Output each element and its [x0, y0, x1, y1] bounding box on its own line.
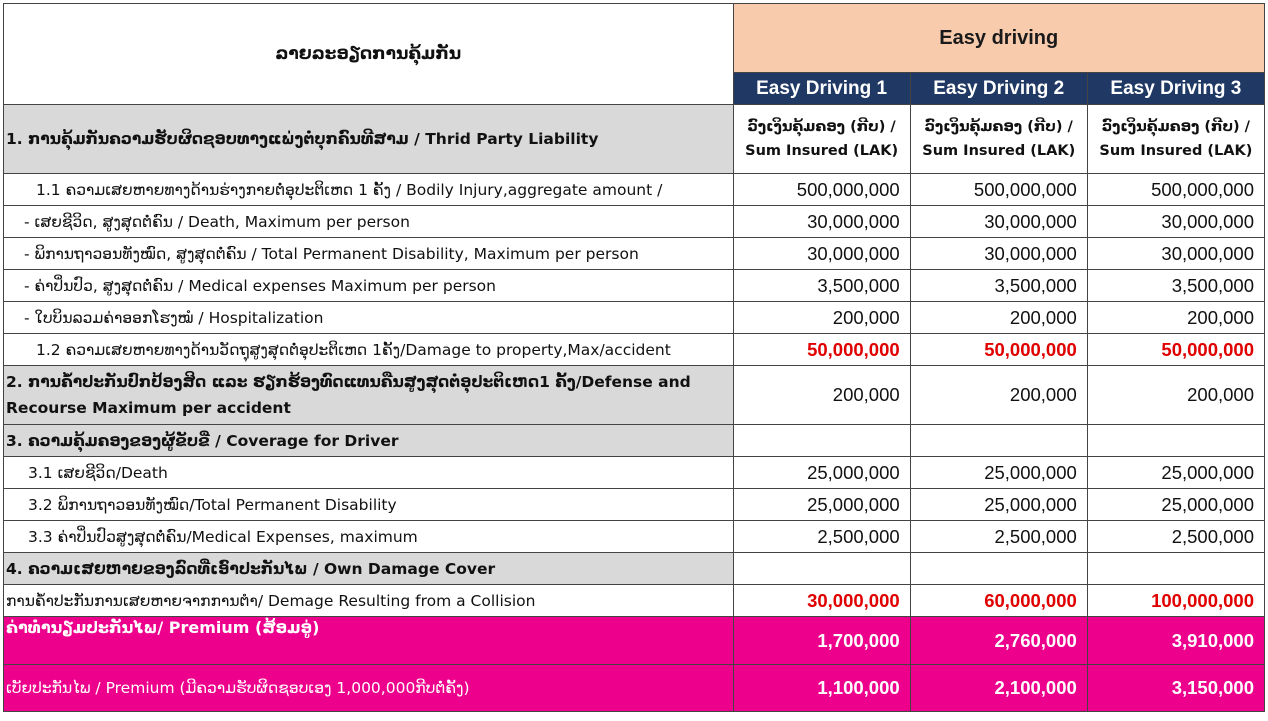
premium-plan-2: 2,100,000	[910, 665, 1087, 712]
premium-plan-3: 3,150,000	[1087, 665, 1264, 712]
row-label: - ຄ່າປິ່ນປົວ, ສູງສຸດຕໍ່ຄົນ / Medical expenses Maximum per person	[4, 270, 734, 302]
value-plan-1: 3,500,000	[733, 270, 910, 302]
sum-insured-label-2: ວົງເງິນຄຸ້ມຄອງ (ກີບ) / Sum Insured (LAK)	[910, 105, 1087, 174]
value-plan-1: 200,000	[733, 302, 910, 334]
sum-insured-label-3: ວົງເງິນຄຸ້ມຄອງ (ກີບ) / Sum Insured (LAK)	[1087, 105, 1264, 174]
row-label: 3.2 ພິການຖາວອນທັງໝົດ/Total Permanent Disability	[4, 489, 734, 521]
premium-row	[4, 617, 1265, 665]
section-2-title: 2. ການຄໍ້າປະກັນປົກປ້ອງສິດ ແລະ ຮຽກຮ້ອງທົດແທນຄືນສູງສຸດຕໍ່ອຸປະຕິເຫດ1 ຄັ້ງ/Defense and Recourse Maximum per accident	[4, 366, 734, 425]
row-label: ການຄໍ້າປະກັນການເສຍຫາຍຈາກການຕຳ/ Demage Resulting from a Collision	[4, 585, 734, 617]
premium-plan-1: 1,700,000	[733, 617, 910, 665]
value-plan-2: 200,000	[910, 366, 1087, 425]
row-label: 1.2 ຄວາມເສຍຫາຍທາງດ້ານວັດຖຸສູງສຸດຕໍ່ອຸປະຕິເຫດ 1ຄັ້ງ/Damage to property,Max/accident	[4, 334, 734, 366]
row-label: - ເສຍຊີວິດ, ສູງສຸດຕໍ່ຄົນ / Death, Maximum per person	[4, 206, 734, 238]
empty-cell	[1087, 553, 1264, 585]
table-row	[4, 238, 1265, 270]
value-plan-1: 2,500,000	[733, 521, 910, 553]
value-plan-3: 25,000,000	[1087, 457, 1264, 489]
coverage-table	[3, 3, 1265, 712]
value-plan-3: 50,000,000	[1087, 334, 1264, 366]
table-row	[4, 585, 1265, 617]
value-plan-2: 25,000,000	[910, 489, 1087, 521]
coverage-table-sheet	[3, 3, 1265, 716]
value-plan-1: 25,000,000	[733, 489, 910, 521]
table-row	[4, 302, 1265, 334]
table-row	[4, 489, 1265, 521]
plan-2-header: Easy Driving 2	[910, 73, 1087, 105]
value-plan-2: 30,000,000	[910, 206, 1087, 238]
empty-cell	[733, 553, 910, 585]
premium-row	[4, 665, 1265, 712]
table-row	[4, 521, 1265, 553]
product-group-header: Easy driving	[733, 4, 1264, 73]
premium-label: ເບັຍປະກັນໄພ / Premium (ມີຄວາມຮັບຜິດຊອບເອງ 1,000,000ກີບຕໍ່ຄັ້ງ)	[4, 665, 734, 712]
value-plan-1: 500,000,000	[733, 174, 910, 206]
plan-3-header: Easy Driving 3	[1087, 73, 1264, 105]
value-plan-3: 30,000,000	[1087, 238, 1264, 270]
premium-label: ຄ່າທຳນຽມປະກັນໄພ/ Premium (ສ້ອມອູ່)	[4, 617, 734, 665]
sum-insured-label-1: ວົງເງິນຄຸ້ມຄອງ (ກີບ) / Sum Insured (LAK)	[733, 105, 910, 174]
value-plan-1: 200,000	[733, 366, 910, 425]
value-plan-3: 2,500,000	[1087, 521, 1264, 553]
row-label: 1.1 ຄວາມເສຍຫາຍທາງດ້ານຮ່າງກາຍຕໍ່ອຸປະຕິເຫດ 1 ຄັ້ງ / Bodily Injury,aggregate amount /	[4, 174, 734, 206]
value-plan-1: 50,000,000	[733, 334, 910, 366]
value-plan-3: 25,000,000	[1087, 489, 1264, 521]
value-plan-2: 2,500,000	[910, 521, 1087, 553]
value-plan-2: 30,000,000	[910, 238, 1087, 270]
section-3-title: 3. ຄວາມຄຸ້ມຄອງຂອງຜູ້ຂັບຂີ່ / Coverage for Driver	[4, 425, 734, 457]
value-plan-1: 30,000,000	[733, 238, 910, 270]
value-plan-1: 30,000,000	[733, 206, 910, 238]
value-plan-1: 25,000,000	[733, 457, 910, 489]
row-label: 3.3 ຄ່າປິ່ນປົວສູງສຸດຕໍ່ຄົນ/Medical Expenses, maximum	[4, 521, 734, 553]
premium-plan-3: 3,910,000	[1087, 617, 1264, 665]
value-plan-2: 3,500,000	[910, 270, 1087, 302]
empty-cell	[1087, 425, 1264, 457]
value-plan-2: 500,000,000	[910, 174, 1087, 206]
value-plan-3: 200,000	[1087, 366, 1264, 425]
empty-cell	[733, 425, 910, 457]
section-1-title: 1. ການຄຸ້ມກັນຄວາມຮັບຜິດຊອບທາງແພ່ງຕໍ່ບຸກຄົນທີສາມ / Thrid Party Liability	[4, 105, 734, 174]
table-row	[4, 206, 1265, 238]
premium-plan-1: 1,100,000	[733, 665, 910, 712]
value-plan-2: 25,000,000	[910, 457, 1087, 489]
value-plan-2: 60,000,000	[910, 585, 1087, 617]
value-plan-3: 200,000	[1087, 302, 1264, 334]
value-plan-3: 500,000,000	[1087, 174, 1264, 206]
section-4-title: 4. ຄວາມເສຍຫາຍຂອງລົດທີ່ເອົາປະກັນໄພ / Own Damage Cover	[4, 553, 734, 585]
table-row	[4, 270, 1265, 302]
table-row	[4, 334, 1265, 366]
value-plan-2: 200,000	[910, 302, 1087, 334]
row-label: 3.1 ເສຍຊີວິດ/Death	[4, 457, 734, 489]
value-plan-3: 30,000,000	[1087, 206, 1264, 238]
row-label: - ໃບບິນລວມຄ່າອອກໂຮງໝໍ / Hospitalization	[4, 302, 734, 334]
premium-plan-2: 2,760,000	[910, 617, 1087, 665]
row-label: - ພິການຖາວອນທັງໝົດ, ສູງສຸດຕໍ່ຄົນ / Total Permanent Disability, Maximum per person	[4, 238, 734, 270]
value-plan-1: 30,000,000	[733, 585, 910, 617]
value-plan-2: 50,000,000	[910, 334, 1087, 366]
plan-1-header: Easy Driving 1	[733, 73, 910, 105]
table-row	[4, 457, 1265, 489]
empty-cell	[910, 553, 1087, 585]
table-row	[4, 174, 1265, 206]
empty-cell	[910, 425, 1087, 457]
value-plan-3: 100,000,000	[1087, 585, 1264, 617]
value-plan-3: 3,500,000	[1087, 270, 1264, 302]
coverage-details-header: ລາຍລະອຽດການຄຸ້ມກັນ	[4, 4, 734, 105]
